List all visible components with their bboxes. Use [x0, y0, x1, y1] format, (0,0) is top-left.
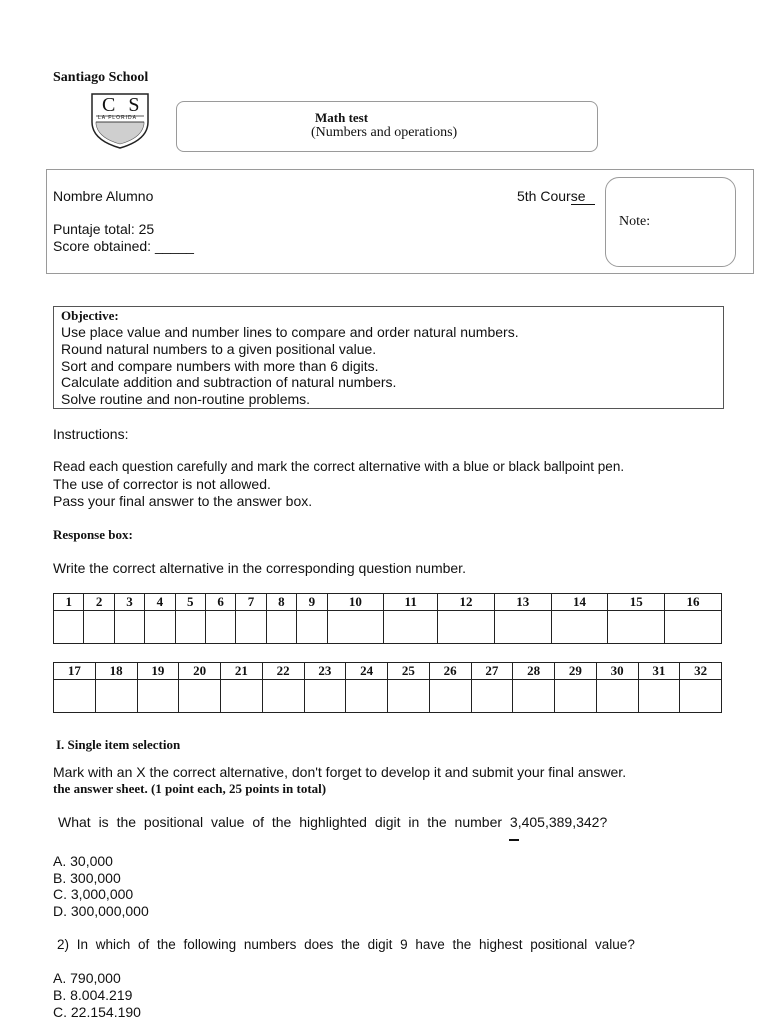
- question-number-cell: 27: [471, 663, 513, 680]
- question-number-cell: 23: [304, 663, 346, 680]
- answer-cell[interactable]: [665, 611, 722, 644]
- objective-line: Solve routine and non-routine problems.: [61, 391, 311, 407]
- answer-cell[interactable]: [205, 611, 235, 644]
- question-number-cell: 3: [114, 594, 144, 611]
- answer-cell[interactable]: [179, 680, 221, 713]
- answer-cell[interactable]: [145, 611, 175, 644]
- question-number-cell: 4: [145, 594, 175, 611]
- question-number-cell: 24: [346, 663, 388, 680]
- answer-cell[interactable]: [680, 680, 722, 713]
- answer-cell[interactable]: [137, 680, 179, 713]
- answer-cell[interactable]: [596, 680, 638, 713]
- question-number-cell: 13: [494, 594, 551, 611]
- objective-line: Round natural numbers to a given positional value.: [61, 341, 377, 357]
- question-number-cell: 19: [137, 663, 179, 680]
- course-label: 5th Course: [517, 188, 586, 204]
- school-logo: [88, 92, 152, 150]
- answer-option[interactable]: C. 3,000,000: [53, 886, 134, 902]
- question-number-cell: 25: [388, 663, 430, 680]
- answer-cell[interactable]: [384, 611, 438, 644]
- answer-cell[interactable]: [262, 680, 304, 713]
- question-1-text-end: ,405,389,342?: [517, 814, 608, 830]
- question-number-cell: 32: [680, 663, 722, 680]
- question-number-cell: 6: [205, 594, 235, 611]
- school-name: Santiago School: [53, 70, 149, 85]
- answer-cell[interactable]: [327, 611, 384, 644]
- question-number-cell: 14: [551, 594, 608, 611]
- instruction-line: Read each question carefully and mark the correct alternative with a blue or black ballpoint pen.: [53, 459, 625, 474]
- question-number-cell: 31: [638, 663, 680, 680]
- answer-cell[interactable]: [513, 680, 555, 713]
- question-number-cell: 7: [236, 594, 266, 611]
- answer-cell[interactable]: [388, 680, 430, 713]
- highlighted-digit: 3: [509, 814, 518, 830]
- answer-cell[interactable]: [494, 611, 551, 644]
- objective-line: Calculate addition and subtraction of natural numbers.: [61, 374, 397, 390]
- question-number-cell: 22: [262, 663, 304, 680]
- question-number-cell: 9: [297, 594, 327, 611]
- question-number-cell: 26: [429, 663, 471, 680]
- question-1: [58, 814, 607, 830]
- answer-cell[interactable]: [304, 680, 346, 713]
- section-heading: I. Single item selection: [56, 737, 181, 752]
- answer-option[interactable]: A. 30,000: [53, 853, 113, 869]
- response-heading: Response box:: [53, 527, 133, 542]
- question-number-cell: 17: [54, 663, 96, 680]
- question-number-cell: 11: [384, 594, 438, 611]
- objective-line: Use place value and number lines to compare and order natural numbers.: [61, 324, 519, 340]
- objective-line: Sort and compare numbers with more than 6 digits.: [61, 358, 379, 374]
- question-1-text: What is the positional value of the highlighted digit in the number: [58, 814, 510, 830]
- answer-cell[interactable]: [114, 611, 144, 644]
- question-number-cell: 15: [608, 594, 665, 611]
- response-instruction: Write the correct alternative in the corresponding question number.: [53, 560, 466, 576]
- title-box: [176, 101, 598, 152]
- answer-option[interactable]: A. 790,000: [53, 970, 121, 986]
- score-obtained: Score obtained: _____: [53, 238, 194, 254]
- answer-cell[interactable]: [438, 611, 495, 644]
- question-number-cell: 12: [438, 594, 495, 611]
- answer-row: [54, 611, 722, 644]
- answer-cell[interactable]: [266, 611, 296, 644]
- question-number-cell: 8: [266, 594, 296, 611]
- student-name-label: Nombre Alumno: [53, 188, 154, 204]
- course-underline: [571, 204, 595, 205]
- answer-cell[interactable]: [175, 611, 205, 644]
- question-number-cell: 30: [596, 663, 638, 680]
- test-title: Math test: [315, 110, 369, 125]
- answer-cell[interactable]: [638, 680, 680, 713]
- question-number-cell: 18: [95, 663, 137, 680]
- logo-letters: C S: [102, 94, 144, 116]
- answer-cell[interactable]: [608, 611, 665, 644]
- answer-option[interactable]: D. 300,000,000: [53, 903, 149, 919]
- response-table-1: [53, 593, 722, 644]
- question-number-cell: 1: [54, 594, 84, 611]
- answer-cell[interactable]: [297, 611, 327, 644]
- question-number-cell: 20: [179, 663, 221, 680]
- question-number-cell: 28: [513, 663, 555, 680]
- total-score: Puntaje total: 25: [53, 221, 155, 237]
- section-instruction: Mark with an X the correct alternative, don't forget to develop it and submit your final answer.: [53, 764, 627, 780]
- answer-cell[interactable]: [95, 680, 137, 713]
- response-header-row: [54, 663, 722, 680]
- answer-cell[interactable]: [236, 611, 266, 644]
- test-subtitle: (Numbers and operations): [311, 125, 458, 140]
- response-header-row: [54, 594, 722, 611]
- question-number-cell: 5: [175, 594, 205, 611]
- question-number-cell: 10: [327, 594, 384, 611]
- question-number-cell: 16: [665, 594, 722, 611]
- logo-caption: LA FLORIDA: [98, 115, 137, 121]
- answer-cell[interactable]: [555, 680, 597, 713]
- question-number-cell: 21: [221, 663, 263, 680]
- answer-option[interactable]: B. 300,000: [53, 870, 121, 886]
- question-number-cell: 2: [84, 594, 114, 611]
- note-box[interactable]: [605, 177, 736, 267]
- objective-heading: Objective:: [61, 308, 119, 323]
- section-note: the answer sheet. (1 point each, 25 points in total): [53, 781, 327, 796]
- instruction-line: The use of corrector is not allowed.: [53, 476, 271, 492]
- answer-cell[interactable]: [54, 611, 84, 644]
- objective-box: [53, 306, 724, 409]
- answer-option[interactable]: C. 22.154.190: [53, 1004, 141, 1020]
- note-label: Note:: [619, 214, 651, 229]
- answer-cell[interactable]: [54, 680, 96, 713]
- answer-cell[interactable]: [221, 680, 263, 713]
- instruction-line: Pass your final answer to the answer box.: [53, 493, 313, 509]
- instructions-heading: Instructions:: [53, 426, 129, 442]
- answer-cell[interactable]: [551, 611, 608, 644]
- answer-option[interactable]: B. 8.004.219: [53, 987, 133, 1003]
- question-2: 2) In which of the following numbers does the digit 9 have the highest positional value?: [57, 937, 635, 952]
- answer-cell[interactable]: [471, 680, 513, 713]
- answer-cell[interactable]: [84, 611, 114, 644]
- response-table-2: [53, 662, 722, 713]
- answer-cell[interactable]: [429, 680, 471, 713]
- answer-cell[interactable]: [346, 680, 388, 713]
- question-number-cell: 29: [555, 663, 597, 680]
- answer-row: [54, 680, 722, 713]
